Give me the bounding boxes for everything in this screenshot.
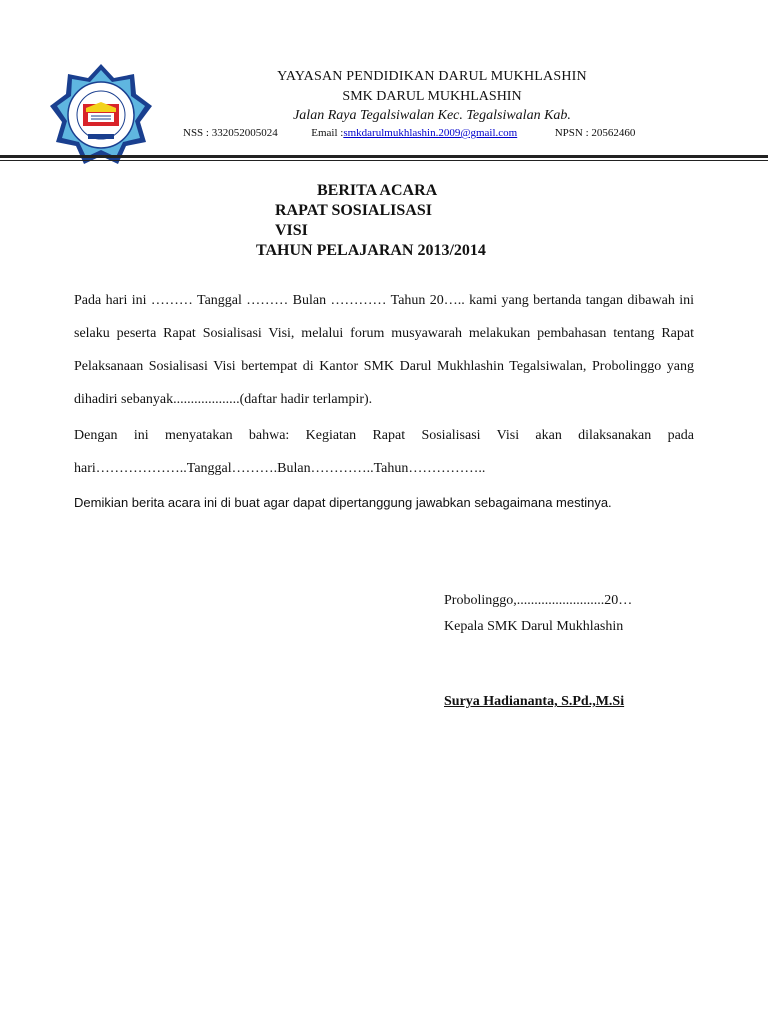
body-paragraph-2: Dengan ini menyatakan bahwa: Kegiatan Rapat Sosialisasi Visi akan dilaksanakan pada hari………………..Tanggal……….Bulan…………..Tahun……………..	[74, 428, 694, 476]
body-paragraph-3: Demikian berita acara ini di buat agar dapat dipertanggung jawabkan sebagaimana mestinya.	[74, 495, 612, 510]
signature-position: Kepala SMK Darul Mukhlashin	[444, 619, 624, 634]
signature-place-date: Probolinggo,.........................20…	[444, 593, 633, 608]
header-divider-thin	[0, 160, 768, 161]
doc-title-line3: VISI	[275, 222, 308, 239]
contact-line	[183, 127, 635, 139]
email-link[interactable]: smkdarulmukhlashin.2009@gmail.com	[343, 127, 518, 139]
school-address: Jalan Raya Tegalsiwalan Kec. Tegalsiwalan Kab.	[293, 108, 571, 123]
foundation-name: YAYASAN PENDIDIKAN DARUL MUKHLASHIN	[277, 69, 587, 84]
doc-title-line1: BERITA ACARA	[317, 182, 438, 199]
nss-number: NSS : 332052005024	[183, 127, 278, 139]
doc-title-line4: TAHUN PELAJARAN 2013/2014	[256, 242, 486, 259]
signature-name: Surya Hadiananta, S.Pd.,M.Si	[444, 694, 625, 709]
doc-title-line2: RAPAT SOSIALISASI	[275, 202, 432, 219]
body-paragraph-1: Pada hari ini ……… Tanggal ……… Bulan ………… Tahun 20….. kami yang bertanda tangan dibawah ini selaku peserta Rapat Sosialisasi Visi, melalui forum musyawarah melakukan pembahasan tentang Rapat Pelaksanaan Sosialisasi Visi bertempat di Kantor SMK Darul Mukhlashin Tegalsiwalan, Probolinggo yang dihadiri sebanyak...................(daftar hadir terlampir).	[74, 293, 694, 407]
header-divider-thick	[0, 155, 768, 158]
email-label: Email :	[311, 127, 344, 139]
school-name: SMK DARUL MUKHLASHIN	[342, 89, 522, 104]
npsn-number: NPSN : 20562460	[554, 127, 636, 139]
